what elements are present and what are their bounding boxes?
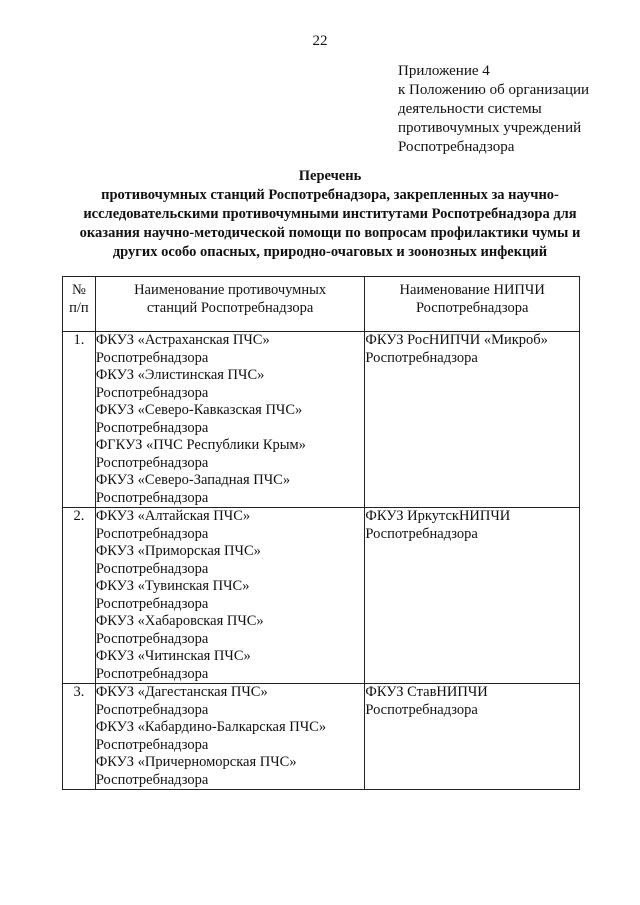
station-agency: Роспотребнадзора: [95, 384, 209, 401]
heading-line: оказания научно-методической помощи по вопросам профилактики чумы и: [79, 225, 581, 241]
station-name: ФКУЗ «Астраханская ПЧС»: [95, 332, 270, 348]
header-number: [63, 277, 96, 332]
station-agency: Роспотребнадзора: [95, 489, 209, 506]
table-header-row: [63, 277, 580, 332]
institute-cell: [365, 508, 580, 684]
institute-agency: Роспотребнадзора: [365, 525, 478, 542]
station-name: ФКУЗ «Приморская ПЧС»: [95, 543, 261, 559]
heading-line: других особо опасных, природно-очаговых и зоонозных инфекций: [112, 244, 548, 260]
heading-title: Перечень: [298, 168, 362, 184]
appendix-line: к Положению об организации: [398, 82, 590, 98]
station-name: ФКУЗ «Дагестанская ПЧС»: [95, 684, 268, 700]
station-agency: Роспотребнадзора: [95, 454, 209, 471]
institute-agency: Роспотребнадзора: [365, 701, 478, 718]
station-agency: Роспотребнадзора: [95, 419, 209, 436]
header-text: станций Роспотребнадзора: [146, 299, 314, 316]
row-number: 1.: [63, 332, 96, 508]
station-agency: Роспотребнадзора: [95, 701, 209, 718]
station-name: ФКУЗ «Кабардино-Балкарская ПЧС»: [95, 719, 327, 735]
station-name: ФКУЗ «Хабаровская ПЧС»: [95, 613, 264, 629]
station-agency: Роспотребнадзора: [95, 560, 209, 577]
station-agency: Роспотребнадзора: [95, 736, 209, 753]
station-name: ФГКУЗ «ПЧС Республики Крым»: [95, 437, 306, 453]
station-agency: Роспотребнадзора: [95, 525, 209, 542]
station-agency: Роспотребнадзора: [95, 771, 209, 788]
heading-line: исследовательскими противочумными институтами Роспотребнадзора для: [83, 206, 577, 222]
station-agency: Роспотребнадзора: [95, 665, 209, 682]
row-number: 3.: [63, 684, 96, 790]
header-text: Наименование противочумных: [134, 282, 327, 298]
station-name: ФКУЗ «Алтайская ПЧС»: [95, 508, 251, 524]
appendix-line: противочумных учреждений: [398, 120, 582, 136]
institute-cell: [365, 684, 580, 790]
table-row: [63, 508, 580, 684]
heading-line: противочумных станций Роспотребнадзора, закрепленных за научно-: [101, 187, 559, 203]
station-name: ФКУЗ «Читинская ПЧС»: [95, 648, 251, 664]
station-agency: Роспотребнадзора: [95, 349, 209, 366]
table-row: [63, 684, 580, 790]
row-number: 2.: [63, 508, 96, 684]
header-institute: [365, 277, 580, 332]
stations-cell: [95, 332, 365, 508]
appendix-line: Приложение 4: [398, 63, 490, 79]
stations-cell: [95, 684, 365, 790]
station-name: ФКУЗ «Северо-Кавказская ПЧС»: [95, 402, 303, 418]
header-text: Наименование НИПЧИ: [399, 282, 545, 298]
station-agency: Роспотребнадзора: [95, 630, 209, 647]
station-name: ФКУЗ «Северо-Западная ПЧС»: [95, 472, 291, 488]
header-text: п/п: [69, 299, 89, 316]
appendix-line: Роспотребнадзора: [398, 139, 515, 155]
appendix-line: деятельности системы: [398, 101, 542, 117]
institute-name: ФКУЗ ИркутскНИПЧИ: [365, 508, 511, 524]
station-name: ФКУЗ «Причерноморская ПЧС»: [95, 754, 297, 770]
stations-cell: [95, 508, 365, 684]
header-text: Роспотребнадзора: [415, 299, 529, 316]
station-agency: Роспотребнадзора: [95, 595, 209, 612]
station-name: ФКУЗ «Элистинская ПЧС»: [95, 367, 265, 383]
header-stations: [95, 277, 365, 332]
institute-name: ФКУЗ РосНИПЧИ «Микроб»: [365, 332, 548, 348]
table-row: [63, 332, 580, 508]
page-number: 22: [312, 33, 328, 49]
institute-agency: Роспотребнадзора: [365, 349, 478, 366]
stations-table: [62, 276, 580, 790]
institute-name: ФКУЗ СтавНИПЧИ: [365, 684, 488, 700]
header-text: №: [72, 282, 86, 298]
station-name: ФКУЗ «Тувинская ПЧС»: [95, 578, 250, 594]
institute-cell: [365, 332, 580, 508]
document-heading: [60, 167, 600, 262]
appendix-block: [398, 62, 638, 157]
